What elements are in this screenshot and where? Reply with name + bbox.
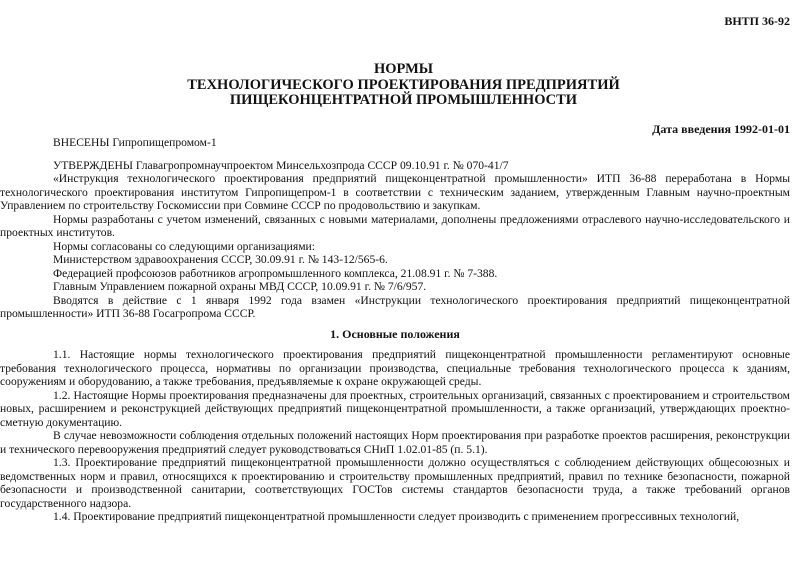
clause-1-2-note: В случае невозможности соблюдения отдельных положений настоящих Норм проектирования при разработке проектов расширения, реконструкции и технического перевооружения предприятий следует руководствоваться СНиП 1.02.01-85 (п. 5.1). <box>0 429 790 456</box>
section-heading: 1. Основные положения <box>330 326 460 341</box>
submitted-by: ВНЕСЕНЫ Гипропищепромом-1 <box>53 136 217 149</box>
agreed-org-2: Федерацией профсоюзов работников агропромышленного комплекса, 21.08.91 г. № 7-388. <box>53 266 498 280</box>
clause-1-3: 1.3. Проектирование предприятий пищеконцентратной промышленности должно осуществляться с соблюдением действующих общесоюзных и ведомственных норм и правил, относящихся к проектированию и строительству промышленных предприятий, правил по технике безопасности, пожарной безопасности и производственной санитарии, соответствующих ГОСТов системы стандартов безопасности труда, а также требований органов государственного надзора. <box>0 456 790 510</box>
intro-paragraph-3: Вводятся в действие с 1 января 1992 года взамен «Инструкции технологического проектирования предприятий пищеконцентратной промышленности» ИТП 36-88 Госагропрома СССР. <box>0 293 790 320</box>
document-code: ВНТП 36-92 <box>724 14 790 28</box>
approved-by: УТВЕРЖДЕНЫ Главагропромнаучпроектом Минсельхозпрода СССР 09.10.91 г. № 070-41/7 <box>53 158 509 172</box>
title-line-2: ТЕХНОЛОГИЧЕСКОГО ПРОЕКТИРОВАНИЯ ПРЕДПРИЯТИЙ <box>187 76 620 93</box>
clause-1-2: 1.2. Настоящие Нормы проектирования предназначены для проектных, строительных организаций, связанных с проектированием и строительством новых, расширением и реконструкцией действующих предприятий пищеконцентратной промышленности, а также организаций, утверждающих проектно-сметную документацию. <box>0 388 790 429</box>
effective-date: Дата введения 1992-01-01 <box>652 122 790 136</box>
agreed-org-1: Министерством здравоохранения СССР, 30.09.91 г. № 143-12/565-6. <box>53 253 388 266</box>
document-title <box>0 62 807 109</box>
intro-paragraph-2: Нормы разработаны с учетом изменений, связанных с новыми материалами, дополнены предложениями отраслевого научно-исследовательского и проектных институтов. <box>0 212 790 239</box>
document-body <box>0 136 790 524</box>
title-line-1: НОРМЫ <box>373 61 434 77</box>
agreed-org-3: Главным Управлением пожарной охраны МВД СССР, 10.09.91 г. № 7/6/957. <box>53 280 427 293</box>
intro-paragraph-1: «Инструкция технологического проектирования предприятий пищеконцентратной промышленности» ИТП 36-88 переработана в Нормы технологического проектирования институтом Гипропищепром-1 в соответствии с техническим заданием, утвержденным Главным научно-проектным Управлением по строительству Госкомиссии при Совмине СССР по продовольствию и закупкам. <box>0 172 790 212</box>
agreed-heading: Нормы согласованы со следующими организациями: <box>53 239 315 253</box>
clause-1-4: 1.4. Проектирование предприятий пищеконцентратной промышленности следует производить с применением прогрессивных технологий, <box>53 510 740 523</box>
title-line-3: ПИЩЕКОНЦЕНТРАТНОЙ ПРОМЫШЛЕННОСТИ <box>229 92 578 108</box>
clause-1-1: 1.1. Настоящие нормы технологического проектирования предприятий пищеконцентратной промышленности регламентируют основные требования технологического процесса, нормативы по организации производства, специальные требования технологического процесса к зданиям, сооружениям и оборудованию, а также требования, предъявляемые к охране окружающей среды. <box>0 348 790 388</box>
